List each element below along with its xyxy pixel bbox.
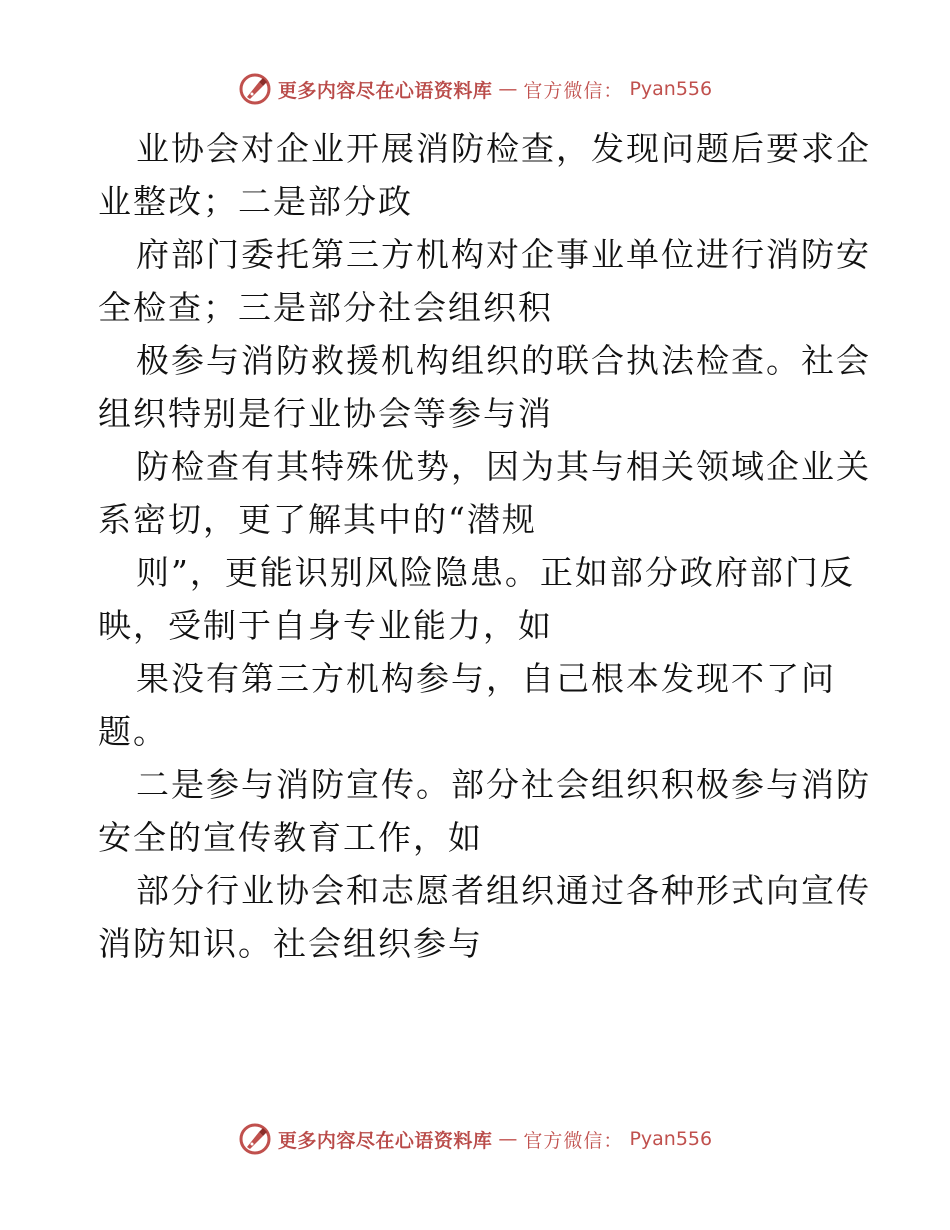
text-line: 防检查有其特殊优势，因为其与相关领域企业关 xyxy=(136,447,871,486)
text-line: 府部门委托第三方机构对企事业单位进行消防安 xyxy=(136,235,871,274)
text-line: 业协会对企业开展消防检查，发现问题后要求企 xyxy=(136,129,871,168)
text-line: 消防知识。社会组织参与 xyxy=(98,924,483,963)
pen-logo-icon xyxy=(238,72,272,106)
text-line: 安全的宣传教育工作，如 xyxy=(98,818,483,857)
pen-logo-icon xyxy=(238,1122,272,1156)
footer-watermark xyxy=(0,1122,950,1156)
watermark-official-label: 官方微信： xyxy=(523,79,624,102)
watermark-wechat-id: Pyan556 xyxy=(629,78,713,100)
watermark-main-text: 更多内容尽在心语资料库 xyxy=(277,79,493,102)
header-watermark xyxy=(0,72,950,106)
text-line: 果没有第三方机构参与，自己根本发现不了问 xyxy=(136,659,836,698)
watermark-wechat-id: Pyan556 xyxy=(629,1128,713,1150)
text-line: 全检查；三是部分社会组织积 xyxy=(98,288,553,327)
watermark-dash: — xyxy=(498,1128,518,1150)
text-line: 则”，更能识别风险隐患。正如部分政府部门反 xyxy=(136,553,855,592)
watermark-dash: — xyxy=(498,78,518,100)
text-line: 题。 xyxy=(98,712,168,751)
watermark-main-text: 更多内容尽在心语资料库 xyxy=(277,1129,493,1152)
watermark-official-label: 官方微信： xyxy=(523,1129,624,1152)
text-line: 部分行业协会和志愿者组织通过各种形式向宣传 xyxy=(136,871,871,910)
document-body xyxy=(98,122,871,970)
text-line: 业整改；二是部分政 xyxy=(98,182,413,221)
text-line: 映，受制于自身专业能力，如 xyxy=(98,606,553,645)
text-line: 二是参与消防宣传。部分社会组织积极参与消防 xyxy=(136,765,871,804)
text-line: 极参与消防救援机构组织的联合执法检查。社会 xyxy=(136,341,871,380)
text-line: 系密切，更了解其中的“潜规 xyxy=(98,500,537,539)
text-line: 组织特别是行业协会等参与消 xyxy=(98,394,553,433)
